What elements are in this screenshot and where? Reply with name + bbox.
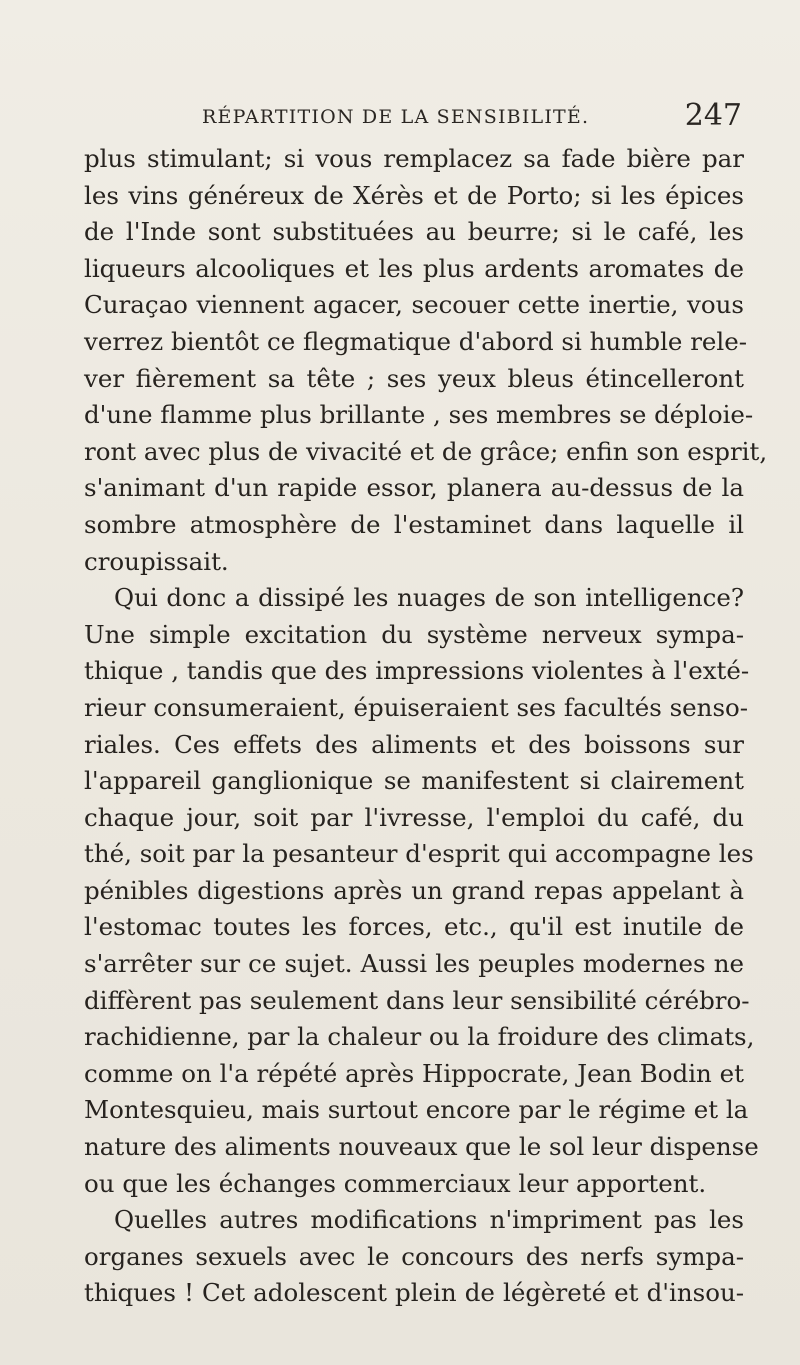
page-number: 247 [684, 98, 742, 133]
text-line: pénibles digestions après un grand repas appelant à [84, 875, 744, 905]
text-line: Quelles autres modifications n'impriment pas les [114, 1205, 744, 1235]
text-line: nature des aliments nouveaux que le sol leur dispense [84, 1132, 759, 1162]
body-text [84, 141, 768, 1312]
text-line: sombre atmosphère de l'estaminet dans laquelle il [84, 509, 744, 539]
text-line: rachidienne, par la chaleur ou la froidure des climats, [84, 1022, 755, 1052]
text-line: Curaçao viennent agacer, secouer cette inertie, vous [84, 290, 744, 320]
text-line: ver fièrement sa tête ; ses yeux bleus étincelleront [84, 363, 744, 393]
text-line: l'appareil ganglionique se manifestent si clairement [84, 766, 744, 796]
text-line: rieur consumeraient, épuiseraient ses facultés senso- [84, 692, 749, 722]
text-line: liqueurs alcooliques et les plus ardents aromates de [84, 253, 744, 283]
text-line: de l'Inde sont substituées au beurre; si le café, les [84, 217, 744, 247]
text-line: les vins généreux de Xérès et de Porto; si les épices [84, 180, 744, 210]
text-line: plus stimulant; si vous remplacez sa fade bière par [84, 144, 744, 173]
text-line: l'estomac toutes les forces, etc., qu'il est inutile de [84, 912, 744, 942]
text-line: thique , tandis que des impressions violentes à l'exté- [84, 656, 750, 686]
text-line: ou que les échanges commerciaux leur apportent. [84, 1168, 707, 1198]
text-line: croupissait. [84, 546, 229, 576]
text-line: comme on l'a répété après Hippocrate, Jean Bodin et [84, 1058, 744, 1088]
text-line: s'arrêter sur ce sujet. Aussi les peuples modernes ne [84, 949, 744, 979]
text-line: Une simple excitation du système nerveux sympa- [84, 619, 744, 649]
text-line: Montesquieu, mais surtout encore par le régime et la [84, 1095, 749, 1125]
running-title: RÉPARTITION DE LA SENSIBILITÉ. [202, 106, 590, 128]
text-line: organes sexuels avec le concours des nerfs sympa- [84, 1241, 744, 1271]
text-line: d'une flamme plus brillante , ses membres se déploie- [84, 400, 754, 430]
text-line: thiques ! Cet adolescent plein de légèreté et d'insou- [84, 1278, 744, 1308]
text-line: diffèrent pas seulement dans leur sensibilité cérébro- [84, 985, 750, 1015]
text-line: Qui donc a dissipé les nuages de son intelligence? [114, 583, 744, 613]
page-header [82, 98, 742, 138]
text-line: chaque jour, soit par l'ivresse, l'emploi du café, du [84, 802, 744, 832]
text-line: s'animant d'un rapide essor, planera au-dessus de la [84, 473, 744, 503]
text-line: thé, soit par la pesanteur d'esprit qui accompagne les [84, 839, 754, 869]
text-line: riales. Ces effets des aliments et des boissons sur [84, 729, 744, 759]
text-line: ront avec plus de vivacité et de grâce; enfin son esprit, [84, 436, 768, 466]
text-line: verrez bientôt ce flegmatique d'abord si humble rele- [84, 326, 748, 356]
